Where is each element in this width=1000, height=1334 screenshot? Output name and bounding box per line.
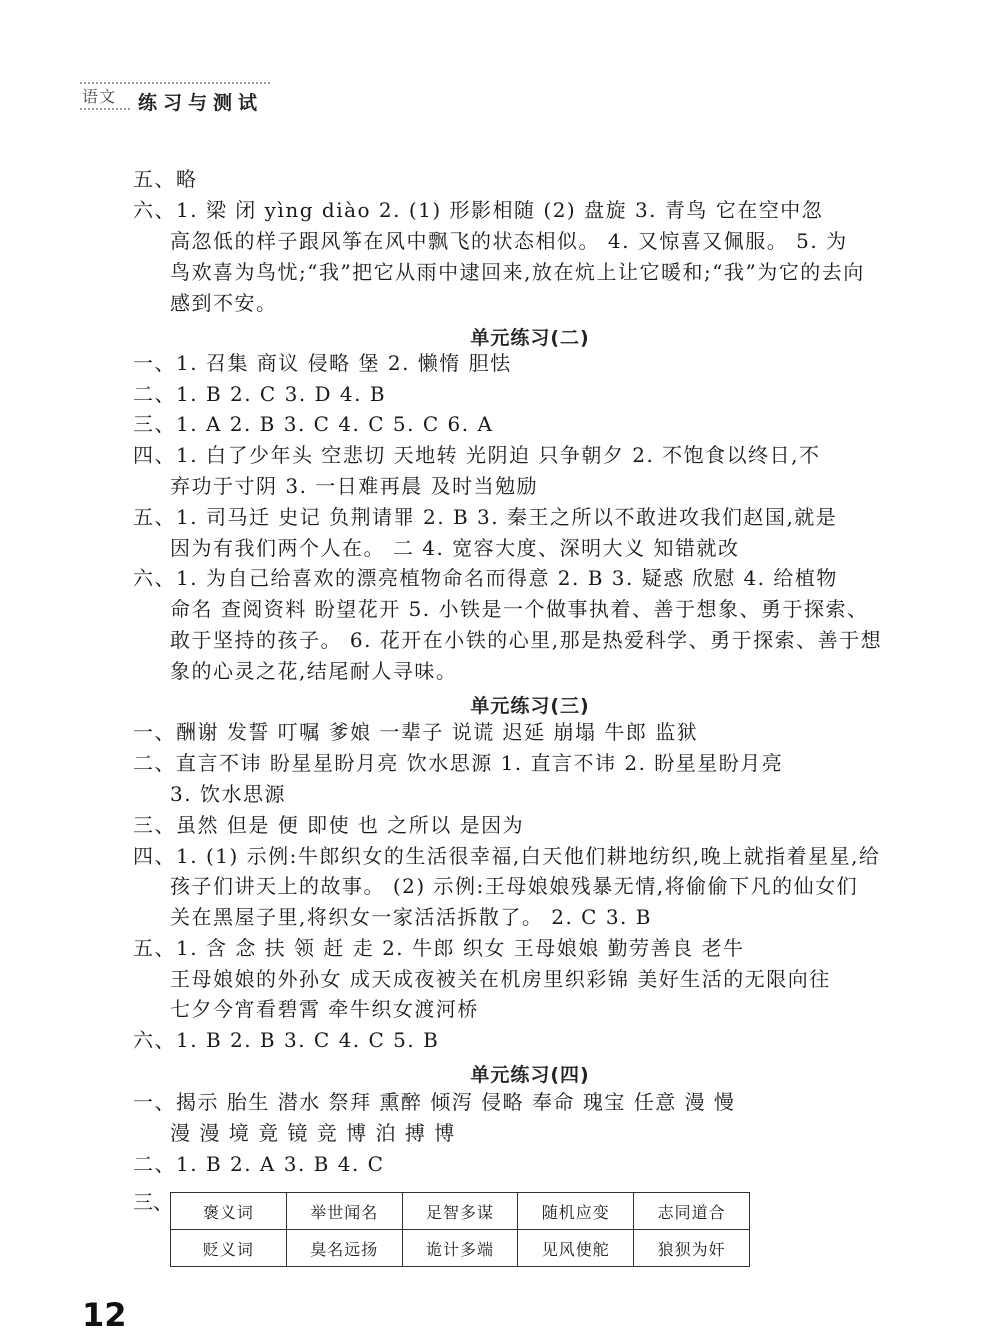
answer-line: 一、揭示 胎生 潜水 祭拜 熏醉 倾泻 侵略 奉命 瑰宝 任意 漫 慢 — [133, 1090, 736, 1114]
answer-line: 四、1. (1) 示例:牛郎织女的生活很幸福,白天他们耕地纺织,晚上就指着星星,给 — [133, 844, 881, 868]
answer-line: 弃功于寸阴 3. 一日难再晨 及时当勉励 — [170, 474, 539, 498]
section-title-unit4: 单元练习(四) — [470, 1064, 590, 1086]
table-row — [171, 1230, 750, 1267]
table-cell: 褒义词 — [171, 1193, 287, 1230]
table-cell: 狼狈为奸 — [634, 1230, 750, 1267]
answer-line: 关在黑屋子里,将织女一家活活拆散了。 2. C 3. B — [170, 905, 652, 929]
answer-line: 鸟欢喜为鸟忧;“我”把它从雨中逮回来,放在炕上让它暖和;“我”为它的去向 — [170, 260, 865, 284]
section-title-unit2: 单元练习(二) — [470, 327, 590, 349]
table-cell: 志同道合 — [634, 1193, 750, 1230]
table-cell: 随机应变 — [518, 1193, 634, 1230]
answer-line: 三、1. A 2. B 3. C 4. C 5. C 6. A — [133, 412, 494, 436]
table-cell: 见风使舵 — [518, 1230, 634, 1267]
answer-line: 一、酬谢 发誓 叮嘱 爹娘 一辈子 说谎 迟延 崩塌 牛郎 监狱 — [133, 720, 699, 744]
answer-line: 高忽低的样子跟风筝在风中飘飞的状态相似。 4. 又惊喜又佩服。 5. 为 — [170, 229, 848, 253]
subject-label: 语文 — [82, 87, 117, 106]
book-title: 练习与测试 — [138, 92, 264, 114]
answer-line: 3. 饮水思源 — [170, 782, 286, 806]
answer-line: 因为有我们两个人在。 二 4. 宽容大度、深明大义 知错就改 — [170, 536, 740, 560]
table-cell: 足智多谋 — [402, 1193, 518, 1230]
table-row — [171, 1193, 750, 1230]
answer-line: 三、虽然 但是 便 即使 也 之所以 是因为 — [133, 813, 525, 837]
answer-line: 一、1. 召集 商议 侵略 堡 2. 懒惰 胆怯 — [133, 351, 512, 375]
answer-line: 七夕今宵看碧霄 牵牛织女渡河桥 — [170, 997, 479, 1021]
answer-line: 感到不安。 — [170, 291, 278, 315]
answer-line: 六、1. 为自己给喜欢的漂亮植物命名而得意 2. B 3. 疑惑 欣慰 4. 给植物 — [133, 566, 838, 590]
answer-line: 六、1. 梁 闭 yìng diào 2. (1) 形影相随 (2) 盘旋 3. 青鸟 它在空中忽 — [133, 198, 824, 222]
answer-line: 命名 查阅资料 盼望花开 5. 小铁是一个做事执着、善于想象、勇于探索、 — [170, 597, 869, 621]
answer-line: 王母娘娘的外孙女 成天成夜被关在机房里织彩锦 美好生活的无限向往 — [170, 967, 831, 991]
header-dotted-underline — [80, 108, 130, 110]
section-title-unit3: 单元练习(三) — [470, 695, 590, 717]
answer-line: 五、1. 含 念 扶 领 赶 走 2. 牛郎 织女 王母娘娘 勤劳善良 老牛 — [133, 936, 745, 960]
answer-line: 四、1. 白了少年头 空悲切 天地转 光阴迫 只争朝夕 2. 不饱食以终日,不 — [133, 443, 821, 467]
table-cell: 举世闻名 — [286, 1193, 402, 1230]
answer-line: 漫 漫 境 竟 镜 竞 博 泊 搏 博 — [170, 1121, 456, 1145]
answer-line: 六、1. B 2. B 3. C 4. C 5. B — [133, 1028, 440, 1052]
answer-line: 五、略 — [133, 167, 198, 191]
page-number: 12 — [82, 1296, 127, 1334]
answer-line: 二、1. B 2. A 3. B 4. C — [133, 1152, 385, 1176]
answer-line: 二、1. B 2. C 3. D 4. B — [133, 382, 387, 406]
answer-line: 孩子们讲天上的故事。 (2) 示例:王母娘娘残暴无情,将偷偷下凡的仙女们 — [170, 874, 859, 898]
answer-line: 敢于坚持的孩子。 6. 花开在小铁的心里,那是热爱科学、勇于探索、善于想 — [170, 628, 883, 652]
answer-line: 五、1. 司马迁 史记 负荆请罪 2. B 3. 秦王之所以不敢进攻我们赵国,就是 — [133, 505, 838, 529]
table-cell: 贬义词 — [171, 1230, 287, 1267]
idiom-table — [170, 1192, 750, 1267]
question-3-label: 三、 — [133, 1190, 173, 1214]
answer-line: 二、直言不讳 盼星星盼月亮 饮水思源 1. 直言不讳 2. 盼星星盼月亮 — [133, 751, 784, 775]
table-cell: 臭名远扬 — [286, 1230, 402, 1267]
table-cell: 诡计多端 — [402, 1230, 518, 1267]
answer-line: 象的心灵之花,结尾耐人寻味。 — [170, 659, 458, 683]
